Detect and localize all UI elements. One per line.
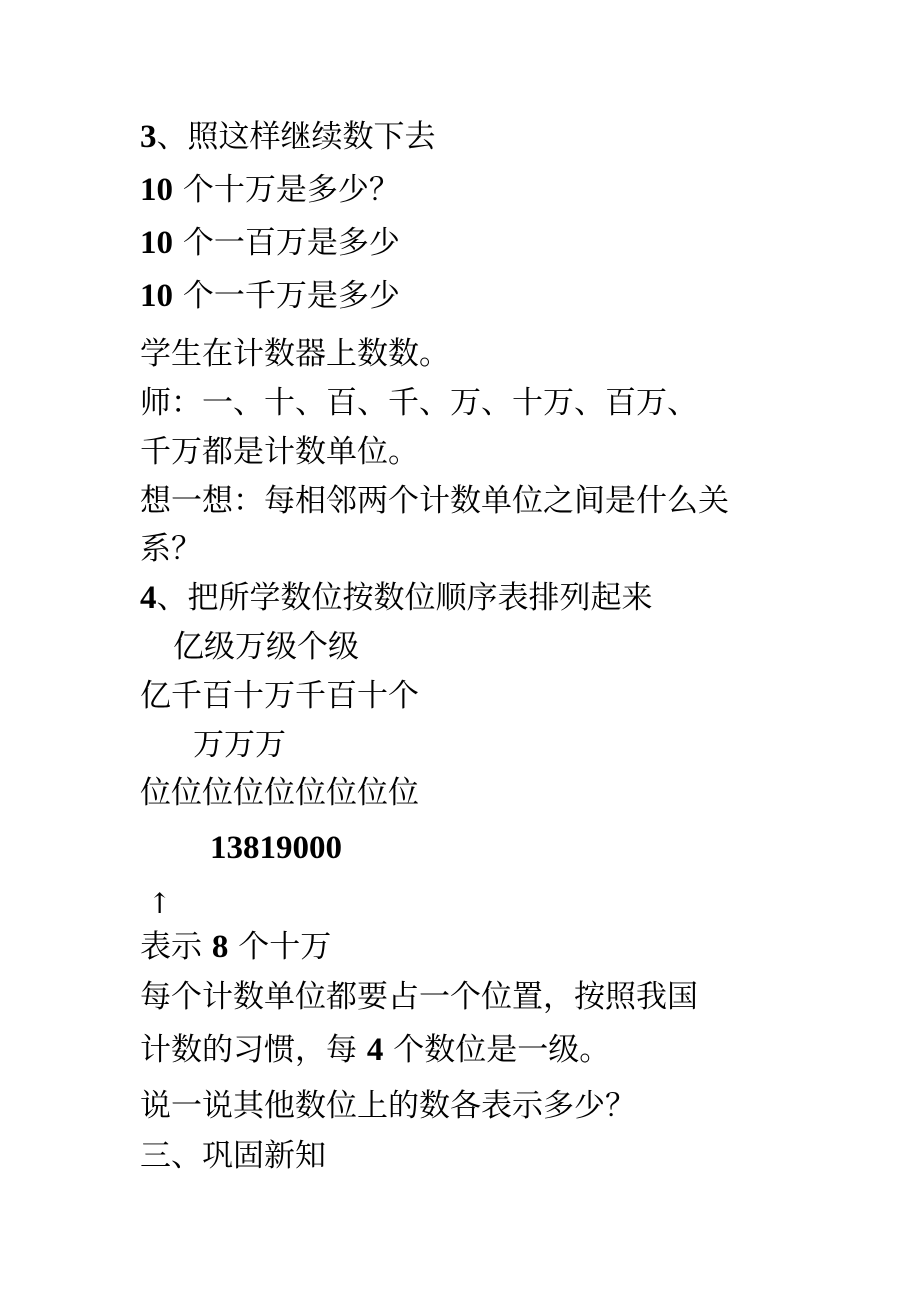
represents-number: 8 [211,929,229,965]
step-number: 4 [140,580,157,616]
example-number: 13819000 [210,830,342,866]
step-text: 、照这样继续数下去 [156,119,436,155]
place-table-row-1: 亿千百十万千百十个 [140,678,419,714]
question-text: 个十万是多少？ [173,172,400,208]
students-count-line: 学生在计数器上数数。 [140,336,450,372]
question-2 [140,224,400,262]
rule-pre: 计数的习惯，每 [140,1032,367,1068]
represents-pre: 表示 [140,929,212,965]
represents-line [140,928,331,966]
heading-step-3 [140,118,436,156]
question-number: 10 [140,225,173,261]
step-number: 3 [140,119,157,155]
say-line: 说一说其他数位上的数各表示多少？ [140,1088,636,1124]
question-text: 个一千万是多少 [173,278,400,314]
place-table-row-3: 位位位位位位位位位 [140,775,419,811]
rule-line-2 [140,1031,610,1069]
question-text: 个一百万是多少 [173,225,400,261]
rule-post: 个数位是一级。 [383,1032,611,1068]
teacher-line-2: 千万都是计数单位。 [140,434,419,470]
up-arrow-icon: ↑ [148,887,172,920]
think-line-1: 想一想：每相邻两个计数单位之间是什么关 [140,483,729,519]
place-table-levels: 亿级万级个级 [173,629,359,665]
section-3-heading: 三、巩固新知 [140,1138,326,1174]
teacher-line-1: 师：一、十、百、千、万、十万、百万、 [140,385,698,421]
heading-step-4 [140,579,653,617]
place-table-row-2: 万万万 [193,727,286,763]
question-number: 10 [140,172,173,208]
rule-number: 4 [366,1032,384,1068]
question-number: 10 [140,278,173,314]
step-text: 、把所学数位按数位顺序表排列起来 [156,580,653,616]
question-3 [140,277,400,315]
rule-line-1: 每个计数单位都要占一个位置，按照我国 [140,979,698,1015]
represents-post: 个十万 [228,929,332,965]
question-1 [140,171,400,209]
think-line-2: 系？ [140,531,202,567]
